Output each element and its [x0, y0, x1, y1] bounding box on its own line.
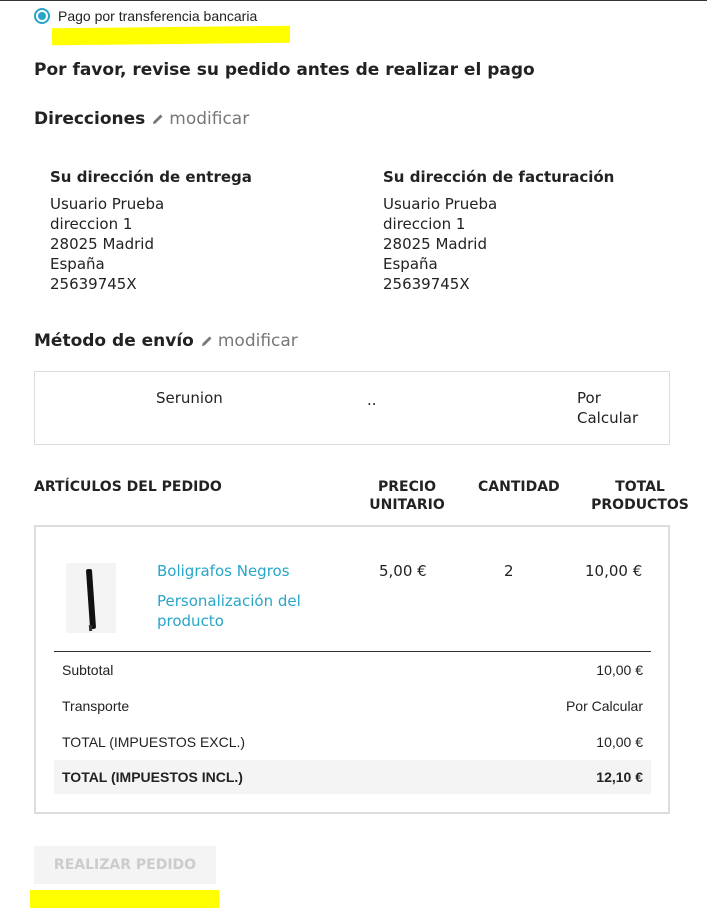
address-line: España [383, 255, 438, 273]
order-items-box [34, 525, 670, 814]
carrier-name: Serunion [156, 389, 223, 407]
shipping-method-box [34, 371, 670, 445]
col-header-total [584, 478, 696, 514]
address-line: 25639745X [383, 275, 470, 293]
col-header-quantity: CANTIDAD [478, 479, 560, 495]
col-header-unit-price [368, 478, 446, 514]
black-pen-image [66, 563, 116, 633]
totals-label: Subtotal [62, 662, 114, 678]
address-line: 25639745X [50, 275, 137, 293]
carrier-price-line2: Calcular [577, 409, 639, 427]
totals-value: Por Calcular [565, 698, 643, 714]
address-line: España [50, 255, 105, 273]
radio-button[interactable] [34, 8, 50, 24]
totals-label: Transporte [62, 698, 130, 714]
delivery-address [50, 168, 350, 294]
review-heading: Por favor, revise su pedido antes de realizar el pago [34, 60, 535, 80]
col-header-unit-price-line1: PRECIO [378, 479, 436, 495]
totals-label: TOTAL (IMPUESTOS EXCL.) [62, 734, 246, 750]
pencil-icon [201, 335, 213, 347]
pen-body [86, 569, 96, 629]
billing-address [383, 168, 683, 294]
col-header-total-line2: PRODUCTOS [591, 497, 689, 513]
product-name-link[interactable]: Boligrafos Negros [157, 562, 290, 580]
totals-divider [54, 651, 651, 652]
address-line: direccion 1 [383, 215, 466, 233]
delivery-address-heading: Su dirección de entrega [50, 168, 252, 186]
modify-shipping-link[interactable]: modificar [217, 331, 298, 351]
address-line: direccion 1 [50, 215, 133, 233]
col-header-total-line1: TOTAL [615, 479, 665, 495]
address-line: Usuario Prueba [50, 195, 165, 213]
payment-option-transfer[interactable] [34, 8, 257, 24]
totals-label: TOTAL (IMPUESTOS INCL.) [62, 769, 243, 785]
highlight-mark-submit [30, 890, 219, 908]
product-customization-link-line1[interactable]: Personalización del [157, 592, 301, 610]
product-total: 10,00 € [585, 562, 643, 580]
totals-row-tax-excl [54, 725, 651, 759]
place-order-button[interactable]: REALIZAR PEDIDO [34, 846, 216, 884]
payment-option-label: Pago por transferencia bancaria [58, 8, 258, 24]
col-header-items: ARTÍCULOS DEL PEDIDO [34, 479, 222, 495]
totals-row-shipping [54, 689, 651, 723]
address-line: Usuario Prueba [383, 195, 498, 213]
product-unit-price: 5,00 € [379, 562, 427, 580]
addresses-title: Direcciones [34, 109, 146, 129]
address-line: 28025 Madrid [50, 235, 154, 253]
totals-value: 10,00 € [596, 662, 643, 678]
pencil-icon [152, 113, 164, 125]
product-customization-link-line2[interactable]: producto [157, 612, 224, 630]
col-header-unit-price-line2: UNITARIO [369, 497, 445, 513]
shipping-section-title [34, 331, 298, 351]
billing-address-heading: Su dirección de facturación [383, 168, 615, 186]
pen-tip [89, 625, 92, 631]
carrier-price-line1: Por [577, 389, 601, 407]
totals-value: 12,10 € [596, 769, 643, 785]
carrier-delay: .. [367, 391, 377, 409]
totals-row-subtotal [54, 653, 651, 687]
totals-row-tax-incl [54, 760, 651, 794]
address-line: 28025 Madrid [383, 235, 487, 253]
totals-value: 10,00 € [596, 734, 643, 750]
radio-selected-dot [38, 12, 46, 20]
top-divider [0, 0, 707, 1]
product-quantity: 2 [504, 562, 514, 580]
modify-addresses-link[interactable]: modificar [169, 109, 250, 129]
highlight-mark-payment [52, 26, 290, 45]
shipping-title: Método de envío [34, 331, 194, 351]
addresses-section-title [34, 109, 249, 129]
